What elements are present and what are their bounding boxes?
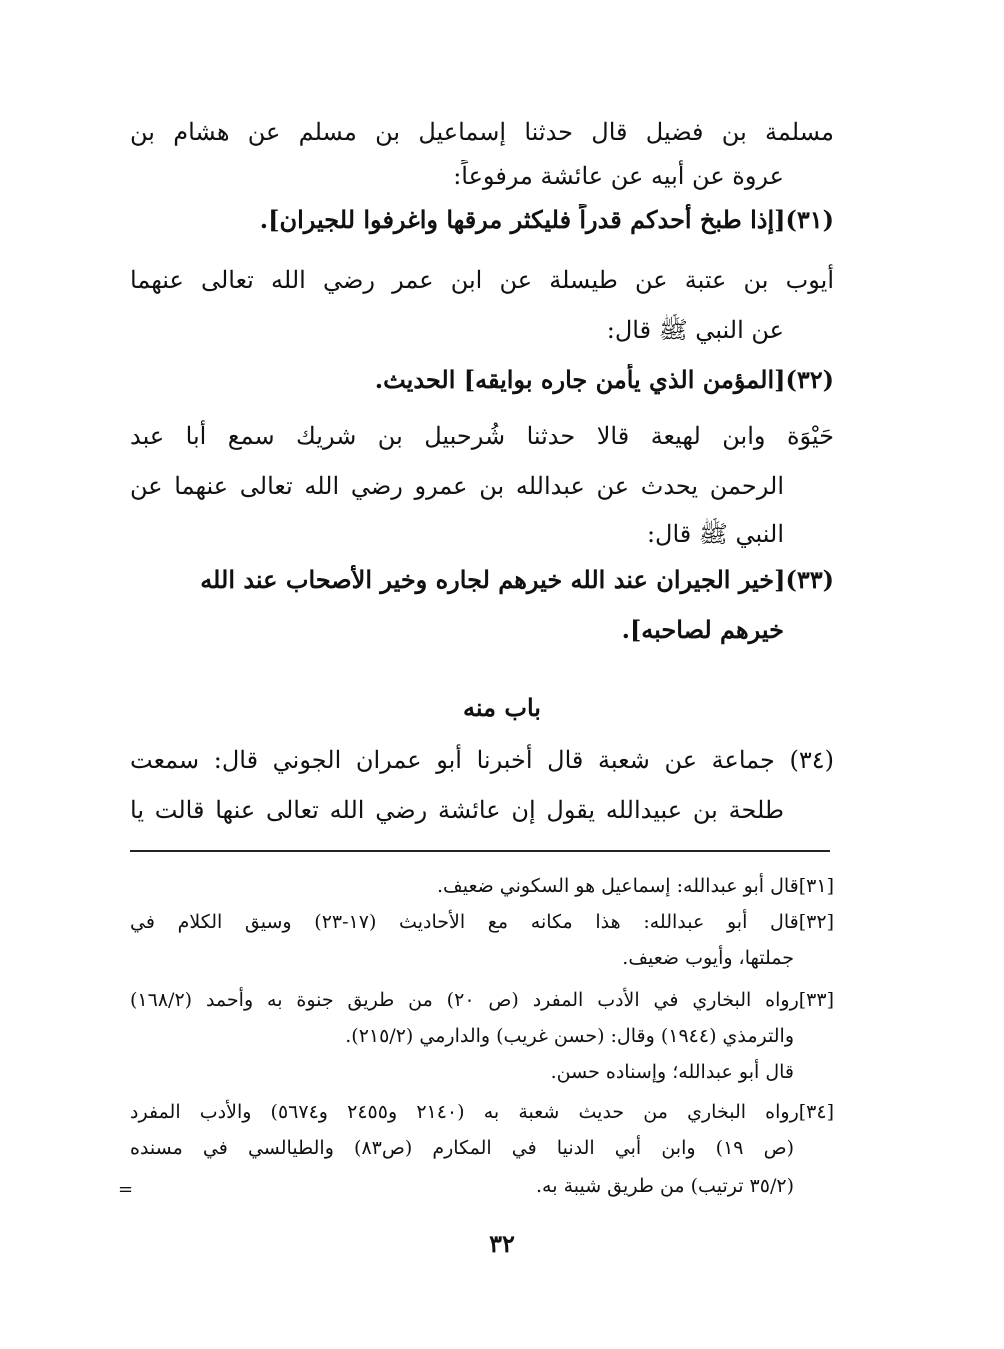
text-line: الرحمن يحدث عن عبدالله بن عمرو رضي الله تعالى عنهما عن <box>130 472 784 500</box>
text-line: حَيْوَة وابن لهيعة قالا حدثنا شُرحبيل بن شريك سمع أبا عبد <box>130 422 834 450</box>
page-number: ٣٢ <box>489 1229 515 1258</box>
text-line: عن النبي ﷺ قال: <box>606 316 784 344</box>
footnote-33: [٣٣]رواه البخاري في الأدب المفرد (ص ٢٠) من طريق جنوة به وأحمد (١٦٨/٢) <box>130 989 834 1011</box>
footnote-32: [٣٢]قال أبو عبدالله: هذا مكانه مع الأحاديث (١٧-٢٣) وسيق الكلام في <box>130 911 834 933</box>
text-line: النبي ﷺ قال: <box>646 520 784 548</box>
footnote-31: [٣١]قال أبو عبدالله: إسماعيل هو السكوني ضعيف. <box>437 875 834 897</box>
hadith-33: (٣٣)[خير الجيران عند الله خيرهم لجاره وخير الأصحاب عند الله <box>200 565 834 594</box>
footnote-34-cont: (ص ١٩) وابن أبي الدنيا في المكارم (ص٨٣) والطيالسي في مسنده <box>130 1137 794 1159</box>
hadith-34: (٣٤) جماعة عن شعبة قال أخبرنا أبو عمران الجوني قال: سمعت <box>130 746 834 774</box>
footnote-32-cont: جملتها، وأيوب ضعيف. <box>622 947 794 969</box>
text-line: أيوب بن عتبة عن طيسلة عن ابن عمر رضي الله تعالى عنهما <box>130 266 834 294</box>
continuation-mark: = <box>118 1179 134 1200</box>
text-line: عروة عن أبيه عن عائشة مرفوعاً: <box>453 162 784 190</box>
hadith-32: (٣٢)[المؤمن الذي يأمن جاره بوايقه] الحديث. <box>374 365 834 394</box>
text-line: مسلمة بن فضيل قال حدثنا إسماعيل بن مسلم عن هشام بن <box>130 118 834 146</box>
footnote-34: [٣٤]رواه البخاري من حديث شعبة به (٢١٤٠ و٢٤٥٥ و٥٦٧٤) والأدب المفرد <box>130 1101 834 1123</box>
footnote-33-note: قال أبو عبدالله؛ وإسناده حسن. <box>550 1061 794 1083</box>
footnote-33-cont: والترمذي (١٩٤٤) وقال: (حسن غريب) والدارمي (٢١٥/٢). <box>345 1025 794 1047</box>
text-line: طلحة بن عبيدالله يقول إن عائشة رضي الله تعالى عنها قالت يا <box>130 796 784 824</box>
footnote-divider <box>130 850 830 852</box>
hadith-31: (٣١)[إذا طبخ أحدكم قدراً فليكثر مرقها واغرفوا للجيران]. <box>259 205 834 234</box>
hadith-33-cont: خيرهم لصاحبه]. <box>621 615 784 644</box>
footnote-34-cont: (٣٥/٢ ترتيب) من طريق شيبة به. <box>536 1175 794 1197</box>
section-heading: باب منه <box>463 693 541 722</box>
